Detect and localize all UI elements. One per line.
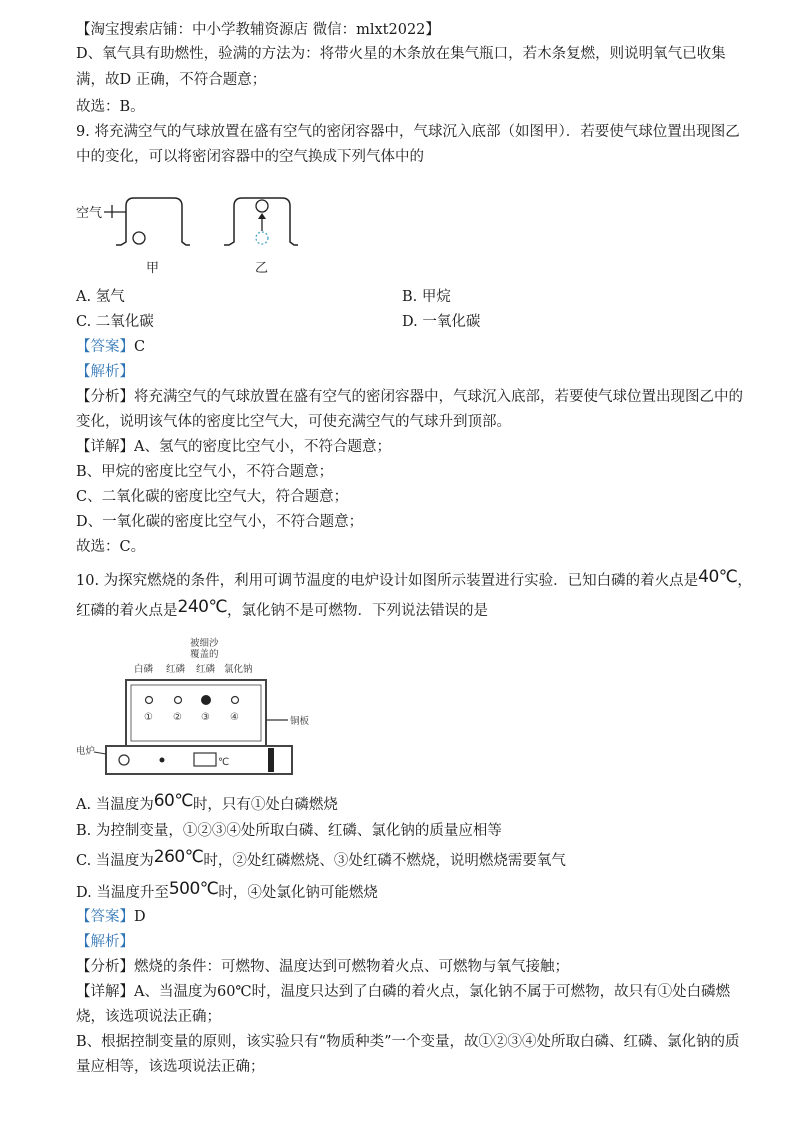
answer-value: C bbox=[134, 339, 146, 355]
label-red-phosphorus-2: 红磷 bbox=[196, 664, 216, 675]
label-copper-plate: 铜板 bbox=[290, 716, 310, 727]
answer-tag: 【答案】 bbox=[76, 339, 134, 355]
xiangjie-tag: 【详解】 bbox=[76, 984, 134, 1000]
container-jia bbox=[76, 198, 190, 276]
sample-2 bbox=[175, 697, 182, 704]
q9-detail-d: D、一氧化碳的密度比空气小，不符合题意； bbox=[76, 514, 364, 530]
balloon-original-dashed bbox=[256, 232, 268, 244]
q9-fenxi-line1: 【分析】将充满空气的气球放置在盛有空气的密闭容器中，气球沉入底部，若要使气球位置出现图乙中的 bbox=[76, 389, 743, 405]
q9-analysis-tag: 【解析】 bbox=[76, 364, 134, 380]
container-yi bbox=[224, 198, 298, 276]
q9-fenxi-line2: 变化，说明该气体的密度比空气大，可使充满空气的气球升到顶部。 bbox=[76, 414, 511, 430]
q9-answer bbox=[76, 337, 740, 357]
q9-option-b: B. 甲烷 bbox=[402, 289, 451, 305]
sample-3-covered bbox=[201, 695, 211, 705]
label-sodium-chloride: 氯化钠 bbox=[224, 664, 253, 675]
q10-option-b: B. 为控制变量，①②③④处所取白磷、红磷、氯化钠的质量应相等 bbox=[76, 823, 502, 839]
q10-detail-b-line2: 量应相等，该选项说法正确； bbox=[76, 1059, 265, 1075]
q10-option-a: A. 当温度为60℃时，只有①处白磷燃烧 bbox=[76, 791, 338, 813]
xiangjie-tag: 【详解】 bbox=[76, 439, 134, 455]
stove-knob bbox=[119, 755, 129, 765]
q9-stem-line1: 9. 将充满空气的气球放置在盛有空气的密闭容器中，气球沉入底部（如图甲）．若要使气球位置出现图乙 bbox=[76, 124, 740, 140]
fenxi-tag: 【分析】 bbox=[76, 389, 134, 405]
label-jia: 甲 bbox=[146, 261, 160, 276]
q9-option-c: C. 二氧化碳 bbox=[76, 314, 154, 330]
label-sand-covered-1: 被细沙 bbox=[190, 638, 219, 649]
balloon-bottom bbox=[133, 232, 145, 244]
q10-option-c: C. 当温度为260℃时，②处红磷燃烧、③处红磷不燃烧，说明燃烧需要氧气 bbox=[76, 847, 566, 869]
temp-white-phosphorus: 40℃ bbox=[698, 567, 738, 587]
q10-stem-line2: 红磷的着火点是240℃，氯化钠不是可燃物．下列说法错误的是 bbox=[76, 597, 489, 619]
temp-unit: ℃ bbox=[218, 757, 230, 768]
q8-option-d-line2: 满，故D 正确，不符合题意； bbox=[76, 72, 267, 88]
label-air: 空气 bbox=[76, 206, 103, 221]
q9-figure bbox=[76, 190, 336, 280]
q10-fenxi: 【分析】燃烧的条件：可燃物、温度达到可燃物着火点、可燃物与氧气接触； bbox=[76, 959, 569, 975]
q9-option-a: A. 氢气 bbox=[76, 289, 125, 305]
sample-1 bbox=[146, 697, 153, 704]
q9-choice: 故选：C。 bbox=[76, 539, 146, 555]
header-watermark: 【淘宝搜索店铺：中小学教辅资源店 微信：mlxt2022】 bbox=[76, 22, 440, 38]
num-1: ① bbox=[144, 712, 153, 723]
label-electric-stove: 电炉 bbox=[76, 746, 96, 757]
q10-answer bbox=[76, 907, 740, 927]
num-3: ③ bbox=[201, 712, 210, 723]
answer-value: D bbox=[134, 909, 146, 925]
label-yi: 乙 bbox=[255, 261, 269, 276]
balloon-top bbox=[256, 200, 268, 212]
label-white-phosphorus: 白磷 bbox=[134, 664, 154, 675]
q9-detail-a: 【详解】A、氢气的密度比空气小，不符合题意； bbox=[76, 439, 391, 455]
q10-analysis-tag: 【解析】 bbox=[76, 934, 134, 950]
q10-detail-a-line1: 【详解】A、当温度为60℃时，温度只达到了白磷的着火点，氯化钠不属于可燃物，故只有①处白磷燃 bbox=[76, 984, 731, 1000]
num-4: ④ bbox=[230, 712, 239, 723]
q9-detail-b: B、甲烷的密度比空气小，不符合题意； bbox=[76, 464, 334, 480]
label-sand-covered-2: 覆盖的 bbox=[190, 649, 219, 660]
label-red-phosphorus-1: 红磷 bbox=[166, 664, 186, 675]
q10-option-d: D. 当温度升至500℃时，④处氯化钠可能燃烧 bbox=[76, 879, 378, 901]
q10-stem-line1: 10. 为探究燃烧的条件，利用可调节温度的电炉设计如图所示装置进行实验．已知白磷的着火点是40℃， bbox=[76, 567, 752, 589]
stove-switch bbox=[268, 748, 274, 772]
temp-display bbox=[194, 753, 216, 766]
q9-stem-line2: 中的变化，可以将密闭容器中的空气换成下列气体中的 bbox=[76, 149, 424, 165]
q9-detail-c: C、二氧化碳的密度比空气大，符合题意； bbox=[76, 489, 349, 505]
answer-tag: 【答案】 bbox=[76, 909, 134, 925]
stove-indicator bbox=[160, 758, 165, 763]
fenxi-tag: 【分析】 bbox=[76, 959, 134, 975]
q10-detail-a-line2: 烧，该选项说法正确； bbox=[76, 1009, 221, 1025]
num-2: ② bbox=[173, 712, 182, 723]
q9-option-d: D. 一氧化碳 bbox=[402, 314, 481, 330]
q8-option-d-line1: D、氧气具有助燃性，验满的方法为：将带火星的木条放在集气瓶口，若木条复燃，则说明氧气已收集 bbox=[76, 46, 726, 62]
q10-detail-b-line1: B、根据控制变量的原则，该实验只有“物质种类”一个变量，故①②③④处所取白磷、红磷、氯化钠的质 bbox=[76, 1034, 740, 1050]
q8-choice: 故选：B。 bbox=[76, 99, 145, 115]
q10-figure bbox=[76, 632, 356, 782]
sample-4 bbox=[232, 697, 239, 704]
temp-red-phosphorus: 240℃ bbox=[177, 597, 228, 617]
